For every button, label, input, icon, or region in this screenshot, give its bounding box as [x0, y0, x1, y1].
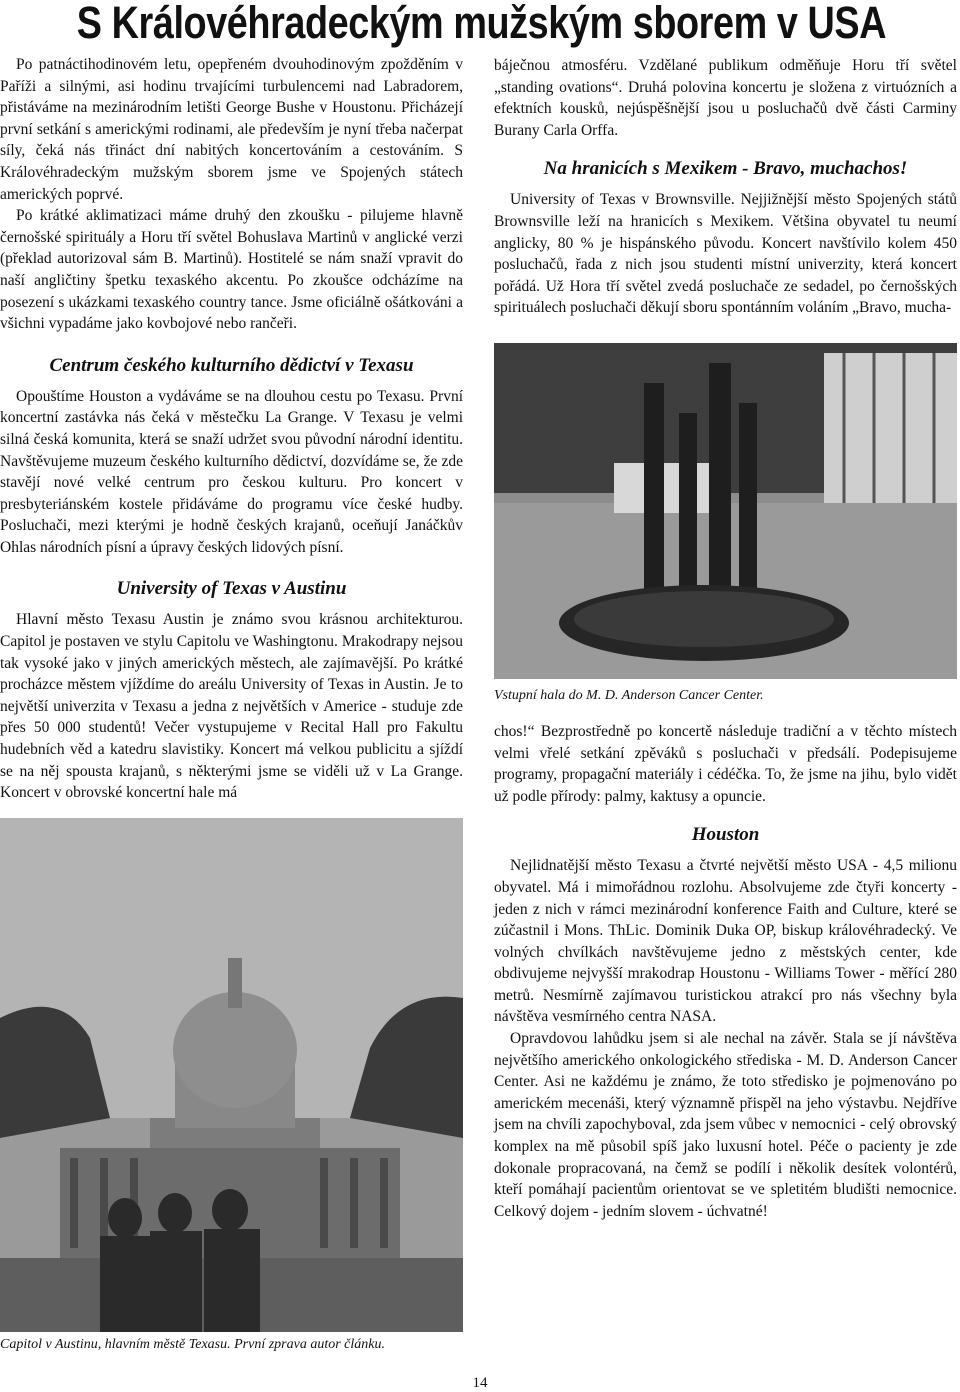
- section-paragraph: Hlavní město Texasu Austin je známo svou krásnou architekturou. Capitol je postaven ve stylu Capitolu ve Washingtonu. Mrakodrapy nejsou tak vysoké jako v jiných amerických městech, ale zajímavější. Po krátké procházce městem vjíždíme do areálu University of Texas in Austin. Je to největší univerzita v Texasu a jedna z největších v Americe - studuje zde přes 50 000 studentů! Večer vystupujeme v Recital Hall pro Fakultu hudebních věd a katedru slavistiky. Koncert má velkou publicitu a sjíždí se na něj spousta krajanů, s některými jsme se viděli už v La Grange. Koncert v obrovské koncertní hale má: [0, 611, 463, 802]
- capitol-photo: [0, 818, 463, 1332]
- section-heading-austin: University of Texas v Austinu: [116, 578, 347, 600]
- section-paragraph: Opouštíme Houston a vydáváme se na dlouhou cestu po Texasu. První koncertní zastávka nás čeká v městečku La Grange. V Texasu je velmi silná česká komunita, která se snaží udržet svou původní národní identitu. Navštěvujeme muzeum českého kulturního dědictví, dozvídáme se, že zde stavějí nové velké centrum pro českou kulturu. Pro koncert v presbyteriánském kostele přidáváme do programu více české hudby. Posluchači, mezi kterými je hodně českých krajanů, oceňují Janáčkův Ohlas národních písní a úpravy českých lidových písní.: [0, 387, 463, 556]
- intro-paragraph: Po patnáctihodinovém letu, opepřeném dvouhodinovým zpožděním v Paříži a silnými, asi hodinu trvajícími turbulencemi nad Labradorem, přistáváme na mezinárodním letišti George Bushe v Houstonu. Přicházejí první setkání s americkými rodinami, ale především je nyní třeba načerpat síly, čeká nás třináct dní nabitých koncertováním a cestováním. S Královéhradeckým mužským sborem jsme ve Spojených státech amerických poprvé.: [0, 56, 463, 203]
- cancer-center-lobby-photo: [494, 343, 957, 679]
- section-paragraph: Opravdovou lahůdku jsem si ale nechal na závěr. Stala se jí návštěva největšího amerického onkologického střediska - M. D. Anderson Cancer Center. Asi ne každému je známo, že toto středisko je pojmenováno po americkém mecenáši, který významně přispěl na jeho výstavbu. Nejdříve jsem na chvíli zapochyboval, zda jsem vůbec v nemocnici - celý obrovský komplex na mě působil spíš jako luxusní hotel. Péče o pacienty je zde dokonale propracovaná, na čemž se podílí i několik desítek volontérů, kteří pomáhají pacientům orientovat se ve spletitém bludišti nemocnice. Celkový dojem - jedním slovem - úchvatné!: [494, 1030, 957, 1220]
- continued-paragraph: báječnou atmosféru. Vzdělané publikum odměňuje Horu tří světel „standing ovations“. Druhá polovina koncertu je složena z virtuózních a efektních kousků, nejúspěšnější jsou u posluchačů dvě části Carminy Burany Carla Orffa.: [494, 57, 957, 139]
- intro-paragraph: Po krátké aklimatizaci máme druhý den zkoušku - pilujeme hlavně černošské spirituály a Horu tří světel Bohuslava Martinů v anglické verzi (překlad autorizoval sám B. Martinů). Hostitelé se nám snaží vpravit do naší angličtiny špetku texaského akcentu. Po zkoušce odcházíme na posezení s ukázkami texaského country tance. Jsme oficiálně ošátkováni a všichni vypadáme jako kovbojové nebo rančeři.: [0, 207, 463, 333]
- page-title: S Královéhradeckým mužským sborem v USA: [76, 0, 887, 48]
- capitol-photo-caption: Capitol v Austinu, hlavním městě Texasu. První zprava autor článku.: [0, 1336, 385, 1352]
- section-paragraph: Nejlidnatější město Texasu a čtvrté největší město USA - 4,5 milionu obyvatel. Má i mimořádnou rozlohu. Absolvujeme zde čtyři koncerty - jeden z nich v rámci mezinárodní konference Faith and Culture, které se zúčastnil i Mons. ThLic. Dominik Duka OP, biskup královéhradecký. Ve volných chvílkách navštěvujeme jedno z městských center, kde obdivujeme nejvyšší mrakodrap Houstonu - Williams Tower - měřící 280 metrů. Nesmírně zajímavou turistickou atrakcí pro nás všechny byla návštěva vesmírného centra NASA.: [494, 857, 957, 1026]
- continued-paragraph: chos!“ Bezprostředně po koncertě následuje tradiční a v těchto místech velmi vřelé setkání zpěváků s posluchači v předsálí. Podepisujeme programy, propagační materiály i cédéčka. To, že jsme na jihu, bylo vidět už podle přírody: palmy, kaktusy a opuncie.: [494, 722, 957, 805]
- page-number: 14: [472, 1375, 488, 1391]
- section-paragraph: University of Texas v Brownsville. Nejjižnější město Spojených států Brownsville leží na hranicích s Mexikem. Většina obyvatel tu neumí anglicky, 80 % je hispánského původu. Koncert navštívilo kolem 450 posluchačů, řada z nich jsou studenti místní univerzity, která koncert pořádá. Už Hora tří světel zvedá posluchače ze sedadel, po černošských spirituálech posluchači děkují sboru spontánním voláním „Bravo, mucha-: [494, 191, 957, 317]
- section-heading-heritage-center: Centrum českého kulturního dědictví v Texasu: [49, 354, 414, 376]
- section-heading-houston: Houston: [691, 824, 760, 846]
- right-column: [494, 55, 957, 1222]
- lobby-photo-caption: Vstupní hala do M. D. Anderson Cancer Center.: [494, 687, 764, 703]
- section-heading-mexico-border: Na hranicích s Mexikem - Bravo, muchachos!: [543, 158, 908, 180]
- left-column: [0, 54, 463, 1354]
